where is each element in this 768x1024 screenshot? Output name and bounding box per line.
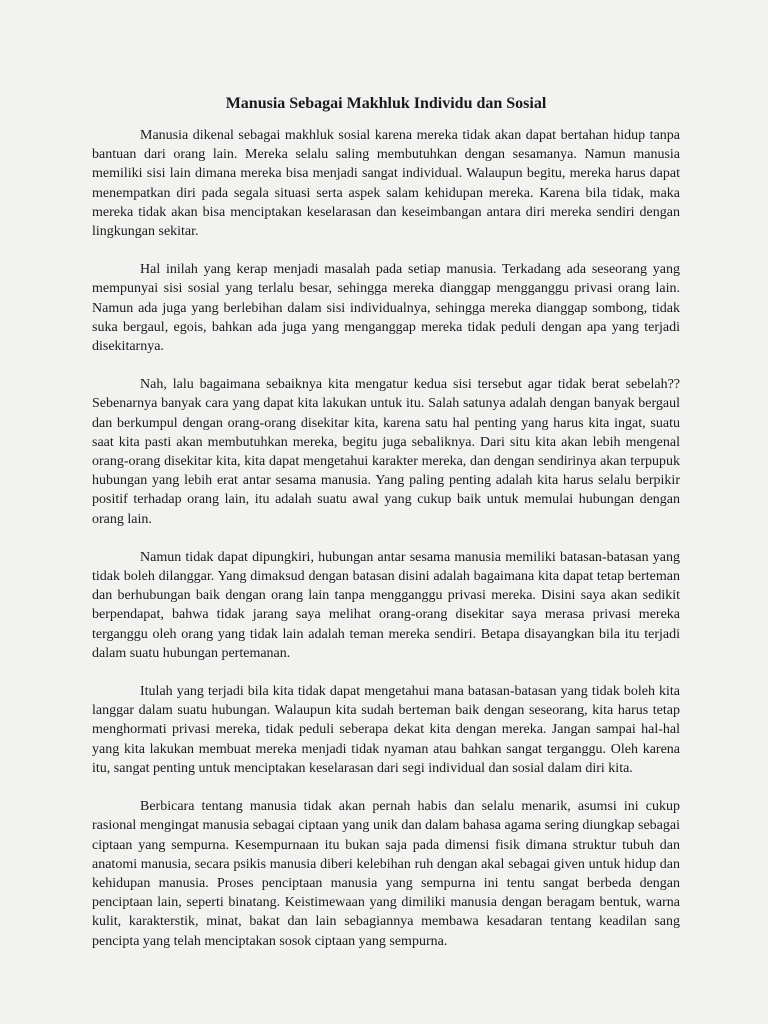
paragraph-3: Nah, lalu bagaimana sebaiknya kita mengatur kedua sisi tersebut agar tidak berat sebelah?? Sebenarnya banyak cara yang dapat kita lakukan untuk itu. Salah satunya adalah dengan banyak bergaul dan berkumpul dengan orang-orang disekitar kita, karena satu hal penting yang harus kita ingat, suatu saat kita pasti akan membutuhkan mereka, begitu juga sebaliknya. Dari situ kita akan lebih mengenal orang-orang disekitar kita, kita dapat mengetahui karakter mereka, dan dengan sendirinya akan terpupuk hubungan yang lebih erat antar sesama manusia. Yang paling penting adalah kita harus selalu berpikir positif terhadap orang lain, itu adalah suatu awal yang cukup baik untuk memulai hubungan dengan orang lain. [92, 377, 680, 527]
paragraph-1: Manusia dikenal sebagai makhluk sosial karena mereka tidak akan dapat bertahan hidup tanpa bantuan dari orang lain. Mereka selalu saling membutuhkan dengan sesamanya. Namun manusia memiliki sisi lain dimana mereka bisa menjadi sangat individual. Walaupun begitu, mereka harus dapat menempatkan diri pada segala situasi serta aspek salam kehidupan mereka. Karena bila tidak, maka mereka tidak akan bisa menciptakan keselarasan dan keseimbangan antara diri mereka sendiri dengan lingkungan sekitar. [92, 128, 680, 240]
paragraph-2: Hal inilah yang kerap menjadi masalah pada setiap manusia. Terkadang ada seseorang yang mempunyai sisi sosial yang terlalu besar, sehingga mereka dianggap mengganggu privasi orang lain. Namun ada juga yang berlebihan dalam sisi individualnya, sehingga mereka dianggap sombong, tidak suka bergaul, egois, bahkan ada juga yang menganggap mereka tidak peduli dengan apa yang terjadi disekitarnya. [92, 262, 680, 355]
paragraph-5: Itulah yang terjadi bila kita tidak dapat mengetahui mana batasan-batasan yang tidak boleh kita langgar dalam suatu hubungan. Walaupun kita sudah berteman baik dengan seseorang, kita harus tetap menghormati privasi mereka, tidak peduli seberapa dekat kita dengan mereka. Jangan sampai hal-hal yang kita lakukan membuat mereka menjadi tidak nyaman atau bahkan sangat terganggu. Oleh karena itu, sangat penting untuk menciptakan keselarasan dari segi individual dan sosial dalam diri kita. [92, 684, 680, 776]
paragraph-6: Berbicara tentang manusia tidak akan pernah habis dan selalu menarik, asumsi ini cukup rasional mengingat manusia sebagai ciptaan yang unik dan dalam bahasa agama sering diungkap sebagai ciptaan yang sempurna. Kesempurnaan itu bukan saja pada dimensi fisik dimana struktur tubuh dan anatomi manusia, secara psikis manusia diberi kelebihan ruh dengan akal sebagai given untuk hidup dan kehidupan manusia. Proses penciptaan manusia yang sempurna ini tentu sangat berbeda dengan penciptaan lain, seperti binatang. Keistimewaan yang dimiliki manusia dengan beragam bentuk, warna kulit, karakterstik, minat, bakat dan lain sebagiannya membawa kesadaran tentang keadilan sang pencipta yang telah menciptakan sosok ciptaan yang sempurna. [92, 799, 680, 949]
paragraph-4: Namun tidak dapat dipungkiri, hubungan antar sesama manusia memiliki batasan-batasan yang tidak boleh dilanggar. Yang dimaksud dengan batasan disini adalah bagaimana kita dapat tetap berteman dan berhubungan baik dengan orang lain tanpa mengganggu privasi mereka. Disini saya akan sedikit berpendapat, bahwa tidak jarang saya melihat orang-orang disekitar saya merasa privasi mereka terganggu oleh orang yang tidak lain adalah teman mereka sendiri. Betapa disayangkan bila itu terjadi dalam suatu hubungan pertemanan. [92, 549, 680, 661]
document-title: Manusia Sebagai Makhluk Individu dan Sosial [225, 95, 547, 112]
